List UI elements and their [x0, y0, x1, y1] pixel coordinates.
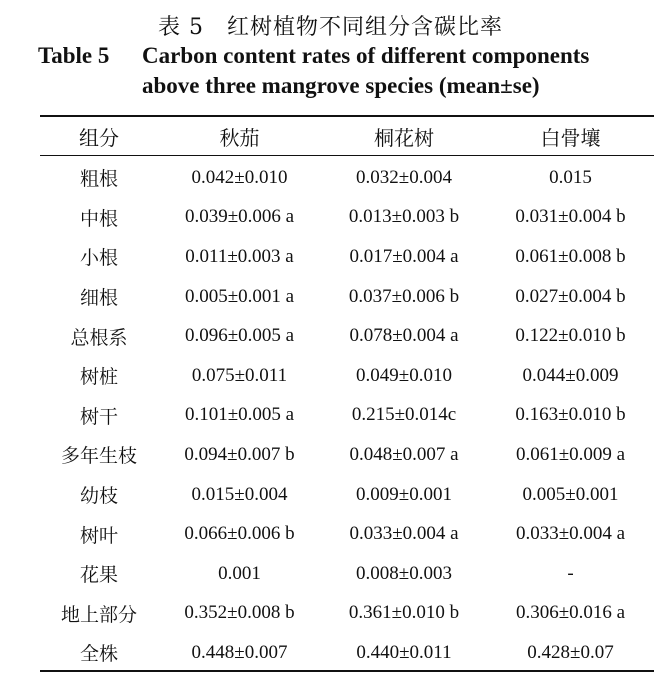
- table-row: [40, 316, 654, 356]
- component-name-cell: 花果: [79, 564, 118, 587]
- component-name-cell: 幼枝: [79, 485, 118, 508]
- component-name-cell: 粗根: [79, 168, 118, 191]
- table-row: [40, 277, 654, 317]
- caption-table-label: Table 5: [38, 43, 110, 68]
- value-cell: 0.032±0.004: [356, 166, 452, 188]
- value-cell: 0.075±0.011: [191, 364, 288, 386]
- table-body: [40, 155, 654, 673]
- value-cell: 0.078±0.004 a: [349, 325, 459, 347]
- table-row: [40, 475, 654, 515]
- value-cell: 0.033±0.004 a: [349, 523, 459, 545]
- table-row: [40, 594, 654, 634]
- value-cell: 0.017±0.004 a: [349, 245, 459, 267]
- value-cell: 0.027±0.004 b: [515, 285, 626, 307]
- value-cell: 0.039±0.006 a: [184, 206, 295, 228]
- value-cell: 0.044±0.009: [522, 364, 619, 386]
- value-cell: 0.015: [549, 166, 592, 188]
- value-cell: 0.048±0.007 a: [349, 443, 459, 465]
- component-name-cell: 细根: [79, 287, 118, 310]
- table-row: [40, 155, 654, 198]
- header-row: [40, 117, 654, 155]
- value-cell: 0.101±0.005 a: [184, 404, 295, 426]
- value-cell: 0.005±0.001: [522, 483, 619, 505]
- value-cell: 0.037±0.006 b: [348, 285, 460, 307]
- component-name-cell: 树干: [79, 405, 118, 428]
- caption-chinese: 表 5 红树植物不同组分含碳比率: [158, 15, 503, 40]
- header-cell-component: 组分: [79, 125, 119, 150]
- value-cell: 0.008±0.003: [356, 562, 452, 584]
- carbon-content-table: [40, 117, 654, 673]
- table-row: [40, 356, 654, 396]
- component-name-cell: 树桩: [79, 366, 118, 389]
- value-cell: 0.122±0.010 b: [515, 325, 626, 347]
- value-cell: 0.015±0.004: [191, 483, 288, 505]
- table-row: [40, 633, 654, 673]
- value-cell: 0.215±0.014c: [351, 404, 457, 426]
- value-cell: 0.440±0.011: [356, 641, 452, 663]
- value-cell: 0.306±0.016 a: [515, 602, 626, 624]
- value-cell: 0.049±0.010: [356, 364, 452, 386]
- table-row: [40, 514, 654, 554]
- value-cell: 0.061±0.009 a: [515, 443, 626, 465]
- value-cell: 0.428±0.07: [527, 641, 614, 663]
- value-cell: 0.352±0.008 b: [184, 602, 295, 624]
- value-cell: 0.011±0.003 a: [185, 245, 294, 267]
- table-row: [40, 435, 654, 475]
- component-name-cell: 多年生枝: [60, 445, 137, 468]
- component-name-cell: 总根系: [70, 326, 128, 349]
- value-cell: 0.031±0.004 b: [515, 206, 626, 228]
- value-cell: 0.094±0.007 b: [184, 443, 295, 465]
- table-row: [40, 237, 654, 277]
- value-cell: 0.066±0.006 b: [184, 523, 295, 545]
- value-cell: 0.163±0.010 b: [515, 404, 626, 426]
- value-cell: 0.013±0.003 b: [348, 206, 460, 228]
- caption-english-title: Carbon content rates of different components: [142, 43, 590, 68]
- table-row: [40, 554, 654, 594]
- table-row: [40, 198, 654, 238]
- header-cell-species-2: 桐花树: [374, 125, 434, 150]
- value-cell: 0.361±0.010 b: [348, 602, 460, 624]
- value-cell: 0.005±0.001 a: [184, 285, 295, 307]
- component-name-cell: 地上部分: [60, 603, 137, 626]
- caption-english-line-1: [38, 43, 589, 69]
- value-cell: 0.061±0.008 b: [515, 245, 626, 267]
- value-cell: 0.448±0.007: [191, 641, 288, 663]
- value-cell: -: [567, 562, 574, 584]
- component-name-cell: 全株: [79, 643, 118, 666]
- table-row: [40, 396, 654, 436]
- value-cell: 0.033±0.004 a: [515, 523, 626, 545]
- value-cell: 0.001: [218, 562, 261, 584]
- value-cell: 0.096±0.005 a: [184, 325, 295, 347]
- header-cell-species-1: 秋茄: [219, 125, 260, 150]
- component-name-cell: 中根: [79, 207, 118, 230]
- component-name-cell: 小根: [79, 247, 118, 270]
- component-name-cell: 树叶: [79, 524, 118, 547]
- caption-english-line-2: above three mangrove species (mean±se): [142, 73, 540, 98]
- header-cell-species-3: 白骨壤: [540, 125, 601, 150]
- value-cell: 0.042±0.010: [191, 166, 288, 188]
- value-cell: 0.009±0.001: [356, 483, 452, 505]
